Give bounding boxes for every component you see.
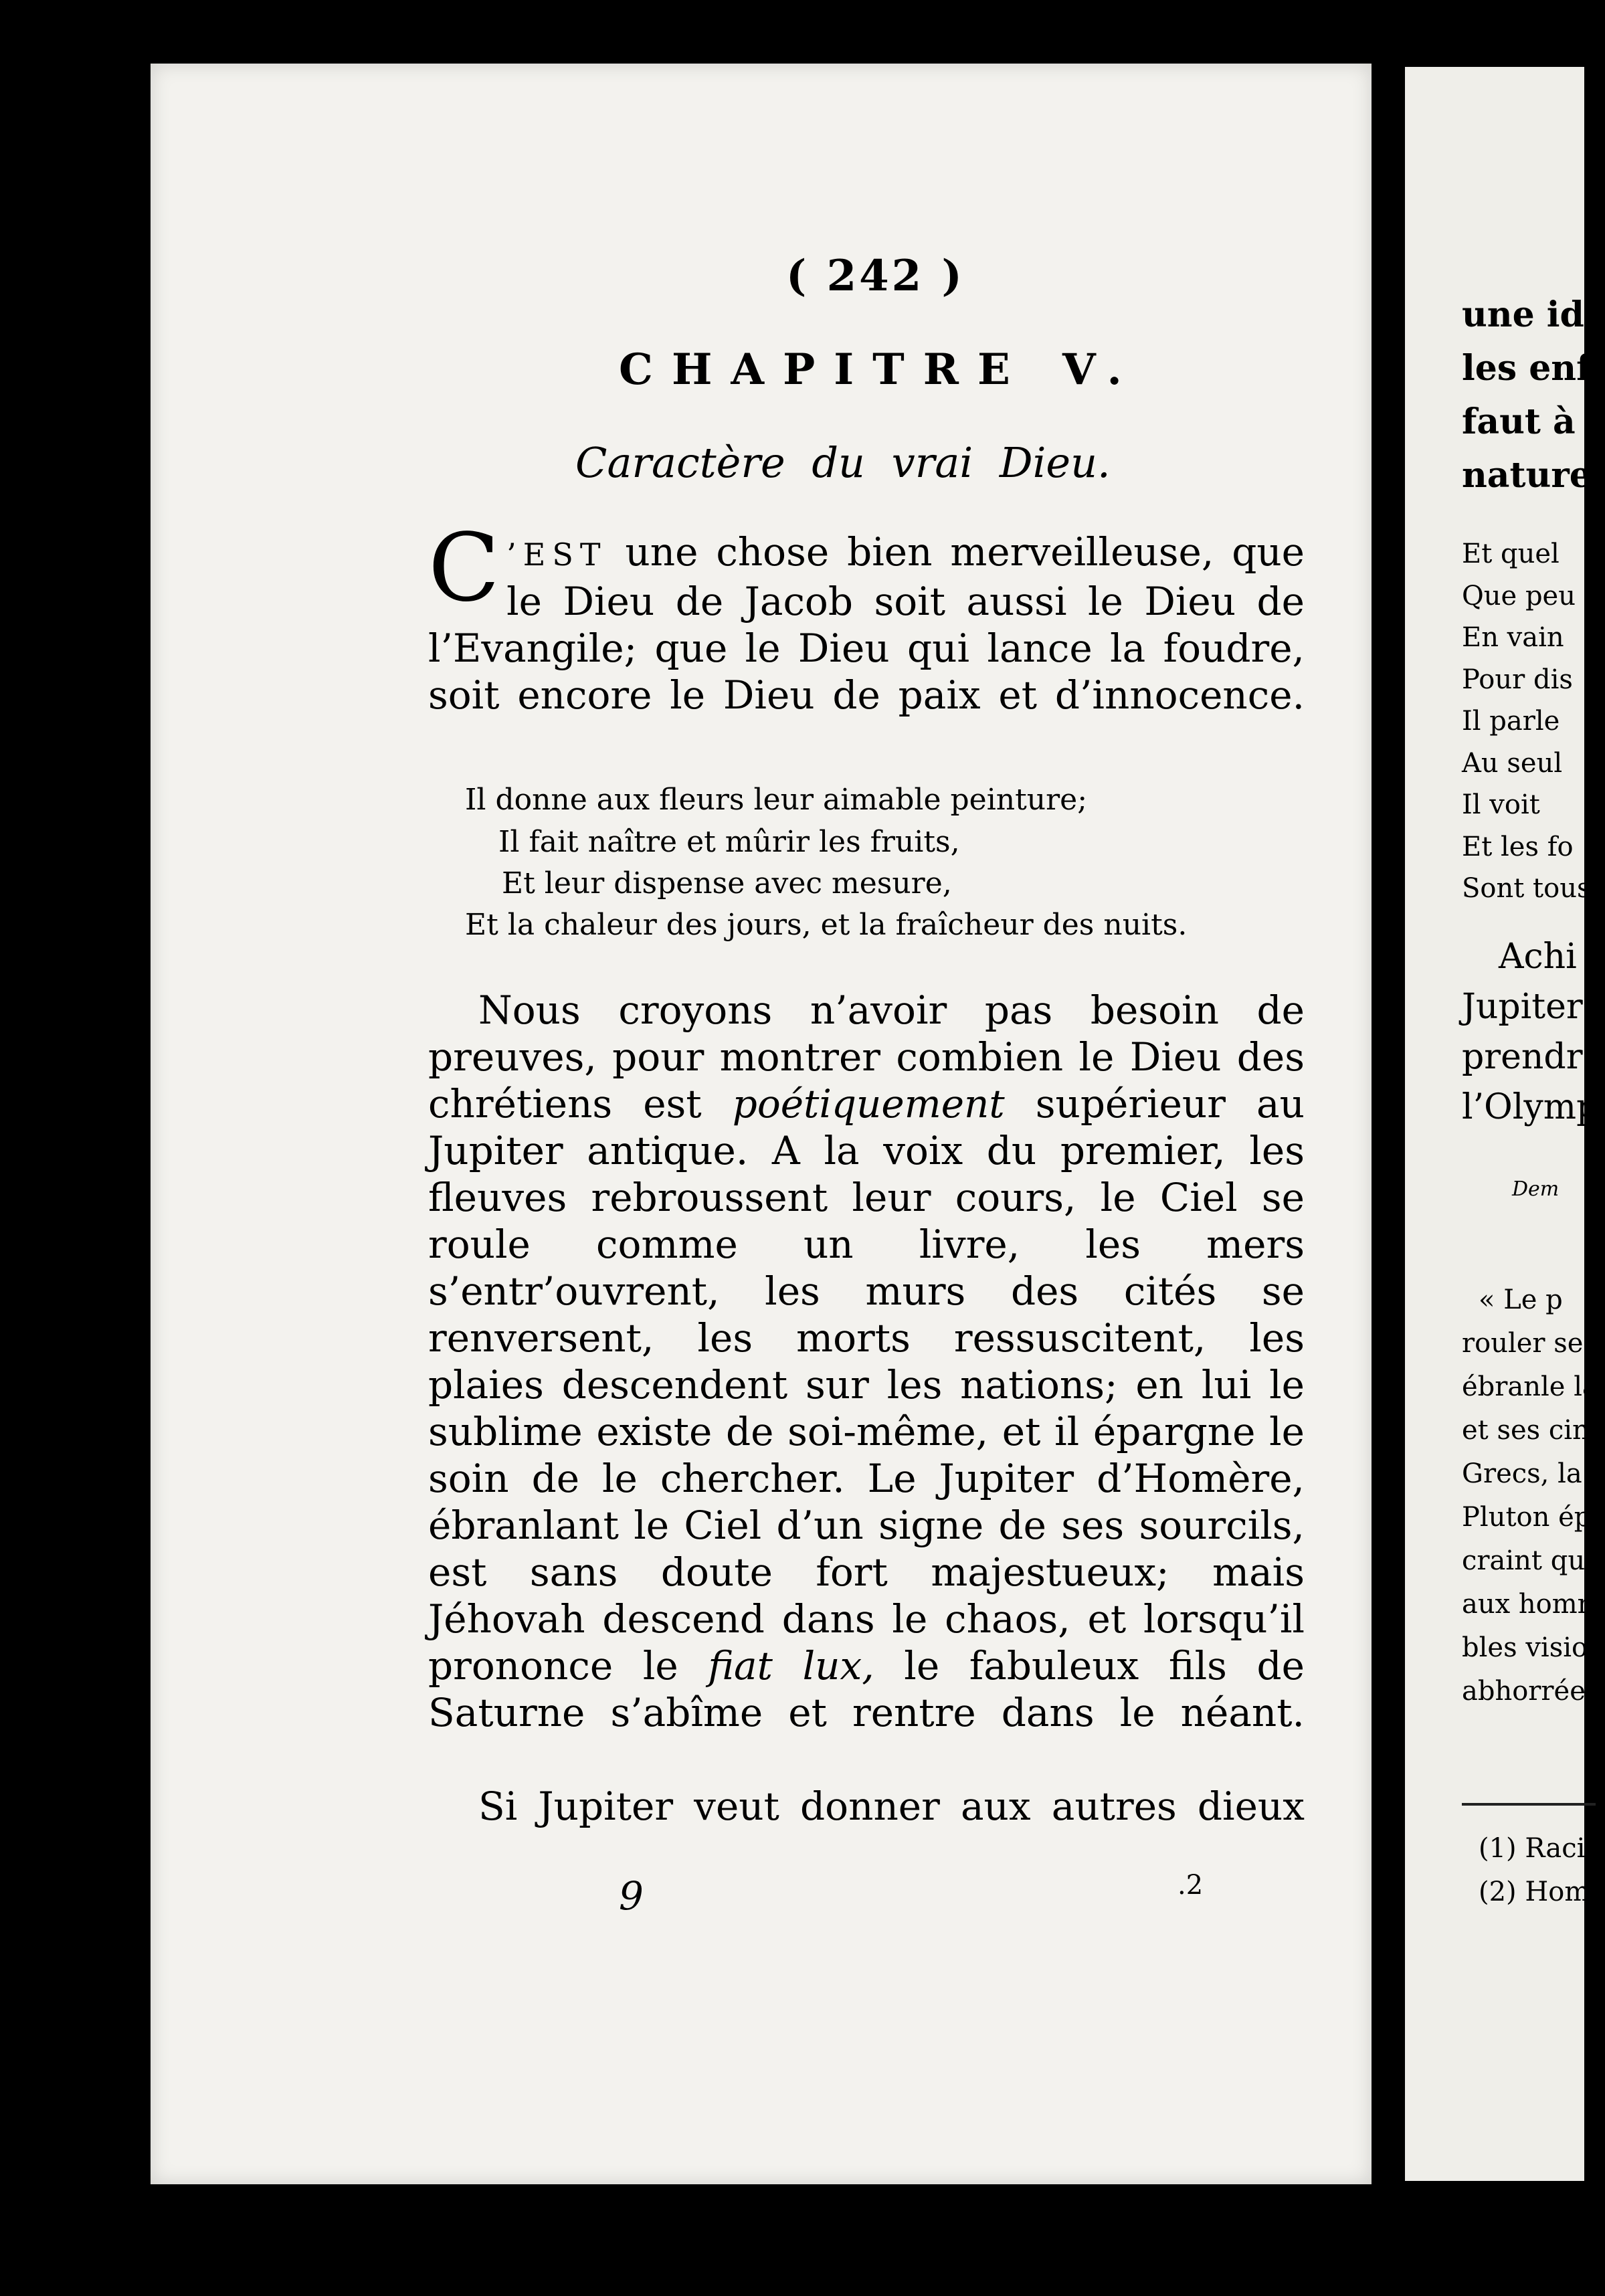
footnote-rule bbox=[1462, 1803, 1596, 1806]
paragraph-2-italic: poétiquement bbox=[732, 1081, 1005, 1127]
facing-line: Dem bbox=[1512, 1177, 1560, 1201]
facing-line: faut à bbox=[1462, 401, 1576, 442]
smallcaps-opening: ’EST bbox=[506, 537, 607, 573]
paragraph-2-italic-2: fiat lux, bbox=[708, 1643, 874, 1689]
facing-line: craint que bbox=[1462, 1545, 1601, 1576]
paragraph-1-text: une chose bien merveilleuse, que le Dieu de Jacob soit aussi le Dieu de l’Evangile; que le Dieu qui lance la foudre, soit encore le Dieu de paix et d’innocence. bbox=[428, 529, 1305, 718]
facing-line: Et les fo bbox=[1462, 832, 1574, 862]
facing-line: ébranle la bbox=[1462, 1371, 1598, 1402]
signature-mark-2: .2 bbox=[1177, 1870, 1204, 1901]
paragraph-2-text-c: le fabuleux fils de Saturne s’abîme et rentre dans le néant. bbox=[428, 1643, 1305, 1735]
facing-line: Que peu bbox=[1462, 581, 1576, 611]
facing-line: abhorrées bbox=[1462, 1676, 1600, 1707]
page-number: ( 242 ) bbox=[786, 251, 965, 301]
chapter-title: CHAPITRE V. bbox=[619, 345, 1141, 395]
facing-line: Achi bbox=[1499, 937, 1577, 977]
paragraph-2 bbox=[428, 987, 1305, 1736]
facing-line: Pour dis bbox=[1462, 664, 1573, 695]
paragraph-2-text-b: supérieur au Jupiter antique. A la voix du premier, les fleuves rebroussent leur cours, le Ciel se roule comme un livre, les mers s’entr’ouvrent, les murs des cités se renversent, les morts ressuscitent, les plaies descendent sur les nations; en lui le sublime existe de soi-même, et il épargne le soin de le chercher. Le Jupiter d’Homère, ébranlant le Ciel d’un signe de ses sourcils, est sans doute fort majestueux; mais Jéhovah descend dans le chaos, et lorsqu’il prononce le bbox=[428, 1081, 1305, 1689]
paragraph-2-text-a: Nous croyons n’avoir pas besoin de preuves, pour montrer combien le Dieu des chrétiens est bbox=[428, 987, 1305, 1127]
facing-line: les enf bbox=[1462, 348, 1592, 389]
facing-line: Au seul bbox=[1462, 748, 1563, 779]
facing-line: Et quel bbox=[1462, 539, 1560, 569]
facing-line: Il parle bbox=[1462, 706, 1560, 737]
verse-line-2: Il fait naître et mûrir les fruits, bbox=[498, 825, 960, 859]
facing-line: rouler se bbox=[1462, 1328, 1584, 1359]
chapter-subtitle: Caractère du vrai Dieu. bbox=[575, 438, 1111, 487]
facing-line: aux homm bbox=[1462, 1589, 1603, 1620]
facing-line: (2) Hom bbox=[1479, 1877, 1590, 1907]
facing-line: prendre bbox=[1462, 1037, 1604, 1077]
verse-line-1: Il donne aux fleurs leur aimable peinture; bbox=[465, 783, 1088, 817]
verse-line-4: Et la chaleur des jours, et la fraîcheur des nuits. bbox=[465, 908, 1188, 942]
facing-line: bles vision bbox=[1462, 1632, 1605, 1663]
facing-line: Sont tous bbox=[1462, 873, 1591, 904]
facing-line: nature bbox=[1462, 455, 1592, 496]
facing-line: Grecs, la bbox=[1462, 1458, 1582, 1489]
drop-cap: C bbox=[428, 514, 500, 623]
facing-line: « Le p bbox=[1479, 1284, 1563, 1315]
facing-line: l’Olymp bbox=[1462, 1087, 1599, 1127]
paragraph-3: Si Jupiter veut donner aux autres dieux bbox=[478, 1784, 1305, 1829]
verse-line-3: Et leur dispense avec mesure, bbox=[502, 866, 952, 900]
facing-line: (1) Raci bbox=[1479, 1833, 1586, 1864]
page-gutter bbox=[1372, 0, 1405, 2296]
facing-line: Il voit bbox=[1462, 789, 1540, 820]
paragraph-1 bbox=[428, 514, 1305, 719]
facing-line: En vain bbox=[1462, 622, 1564, 653]
facing-line: et ses cin bbox=[1462, 1415, 1590, 1446]
facing-line: Pluton ép bbox=[1462, 1502, 1592, 1533]
signature-mark: 9 bbox=[619, 1873, 644, 1919]
facing-line: une id bbox=[1462, 294, 1584, 335]
facing-line: Jupiter bbox=[1462, 987, 1583, 1027]
facing-page bbox=[1405, 67, 1605, 2181]
